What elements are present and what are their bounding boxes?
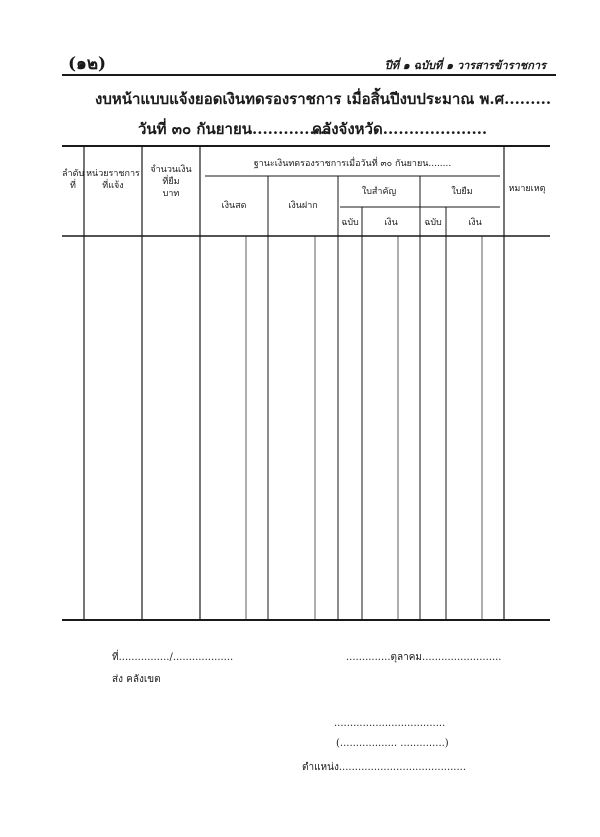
- col-unit-header: หน่วยราชการ ที่แจ้ง: [86, 169, 140, 191]
- form-province: คลังจังหวัด....................: [312, 120, 488, 138]
- signer-position: ตำแหน่ง........................................: [302, 762, 467, 773]
- signer-name: (.................. ..............): [336, 738, 449, 749]
- remark-header: หมายเหตุ: [508, 184, 546, 194]
- col-number-header: ลำดับ ที่: [62, 169, 85, 191]
- send-to: ส่ง คลังเขต: [112, 674, 161, 685]
- receipt-money-header: เงิน: [384, 218, 398, 228]
- loan-count-header: ฉบับ: [424, 218, 442, 228]
- group-title-header: ฐานะเงินทดรองราชการเมื่อวันที่ ๓๐ กันยายน........: [253, 159, 452, 169]
- signature-line: ...................................: [334, 718, 446, 729]
- deposit-header: เงินฝาก: [288, 201, 318, 211]
- col-amount-header: จำนวนเงิน ที่ยืม บาท: [150, 165, 192, 199]
- issue-date: ..............ตุลาคม.........................: [346, 652, 502, 663]
- form-date: วันที่ ๓๐ กันยายน...............: [138, 120, 331, 138]
- form-title: งบหน้าแบบแจ้งยอดเงินทดรองราชการ เมื่อสิ้นปีงบประมาณ พ.ศ.........: [95, 90, 552, 108]
- page-number: (๑๒): [68, 54, 107, 74]
- loan-money-header: เงิน: [468, 218, 482, 228]
- receipt-header: ใบสำคัญ: [361, 187, 397, 197]
- cash-header: เงินสด: [221, 201, 247, 211]
- journal-title: ปีที่ ๑ ฉบับที่ ๑ วารสารข้าราชการ: [384, 59, 546, 72]
- reference-number: ที่................/...................: [112, 652, 234, 663]
- receipt-count-header: ฉบับ: [341, 218, 359, 228]
- loan-header: ใบยืม: [451, 187, 473, 197]
